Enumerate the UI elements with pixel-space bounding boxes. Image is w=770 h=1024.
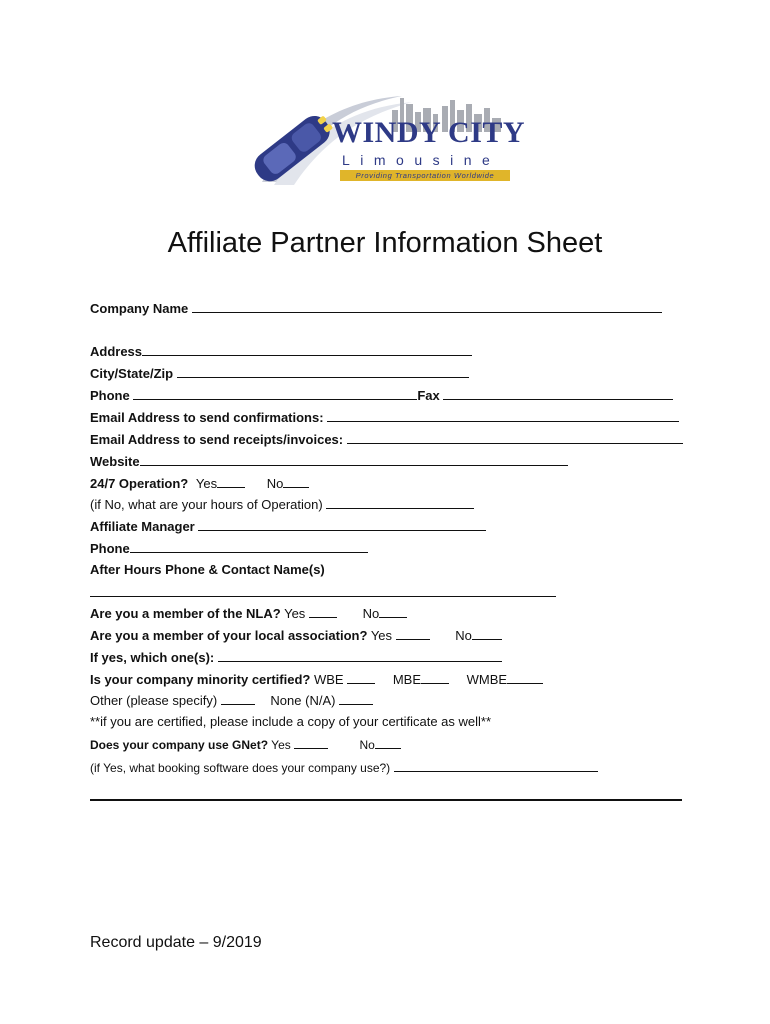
hours-label: (if No, what are your hours of Operation): [90, 497, 323, 512]
operation-label: 24/7 Operation?: [90, 476, 189, 491]
nla-yes-label: Yes: [284, 606, 306, 621]
wbe-field[interactable]: [347, 671, 375, 684]
address-field[interactable]: [142, 343, 472, 356]
company-name-field[interactable]: [192, 300, 662, 313]
email-confirmations-row: [90, 409, 679, 426]
local-assoc-label: Are you a member of your local association?: [90, 628, 368, 643]
nla-yes-field[interactable]: [309, 605, 337, 618]
nla-label: Are you a member of the NLA?: [90, 606, 281, 621]
email-receipts-row: [90, 431, 683, 448]
nla-row: [90, 605, 407, 622]
page-title: Affiliate Partner Information Sheet: [167, 227, 603, 259]
certified-note: [90, 714, 491, 730]
local-assoc-no-label: No: [455, 628, 472, 643]
company-name-row: [90, 300, 662, 317]
operation-no-label: No: [266, 476, 284, 491]
operation-no-field[interactable]: [283, 475, 309, 488]
which-ones-row: [90, 649, 502, 666]
after-hours-row: [90, 562, 325, 578]
email-confirmations-field[interactable]: [327, 409, 679, 422]
website-label: Website: [90, 454, 140, 469]
other-field[interactable]: [221, 692, 255, 705]
email-receipts-field[interactable]: [347, 431, 683, 444]
gnet-row: [90, 736, 401, 753]
local-assoc-no-field[interactable]: [472, 627, 502, 640]
other-label: Other (please specify): [90, 693, 218, 708]
after-hours-field[interactable]: [90, 584, 556, 597]
fax-field[interactable]: [443, 387, 673, 400]
after-hours-label: After Hours Phone & Contact Name(s): [90, 562, 325, 577]
local-assoc-yes-field[interactable]: [396, 627, 430, 640]
city-state-zip-row: [90, 365, 469, 382]
manager-phone-row: [90, 540, 368, 557]
manager-phone-label: Phone: [90, 541, 130, 556]
fax-label: Fax: [417, 388, 440, 403]
company-name-label: Company Name: [90, 301, 189, 316]
local-assoc-row: [90, 627, 502, 644]
wmbe-field[interactable]: [507, 671, 543, 684]
operation-yes-field[interactable]: [217, 475, 245, 488]
email-confirmations-label: Email Address to send confirmations:: [90, 410, 324, 425]
logo-name: WINDY CITY: [332, 116, 526, 149]
local-assoc-yes-label: Yes: [370, 628, 393, 643]
address-label: Address: [90, 344, 143, 359]
logo-subname: Limousine: [342, 152, 501, 168]
which-ones-field[interactable]: [218, 649, 502, 662]
affiliate-manager-row: [90, 518, 486, 535]
hours-row: [90, 496, 474, 513]
operation-yes-label: Yes: [195, 476, 218, 491]
nla-no-field[interactable]: [379, 605, 407, 618]
manager-phone-field[interactable]: [130, 540, 368, 553]
wbe-label: WBE: [313, 672, 344, 687]
phone-fax-row: [90, 387, 673, 404]
other-row: [90, 692, 373, 709]
nla-no-label: No: [362, 606, 380, 621]
booking-software-field[interactable]: [394, 759, 598, 772]
none-label: None (N/A): [270, 693, 336, 708]
minority-label: Is your company minority certified?: [90, 672, 311, 687]
city-state-zip-field[interactable]: [177, 365, 469, 378]
hours-field[interactable]: [326, 496, 474, 509]
booking-software-label: (if Yes, what booking software does your company use?): [90, 761, 391, 775]
section-divider: [90, 799, 682, 801]
booking-software-row: [90, 759, 598, 776]
website-row: [90, 453, 568, 470]
certified-note-text: **if you are certified, please include a copy of your certificate as well**: [90, 714, 492, 729]
gnet-yes-field[interactable]: [294, 736, 328, 749]
minority-row: [90, 671, 543, 688]
logo-tagline: Providing Transportation Worldwide: [340, 170, 510, 181]
gnet-label: Does your company use GNet?: [90, 738, 269, 752]
phone-label: Phone: [90, 388, 130, 403]
none-field[interactable]: [339, 692, 373, 705]
company-logo: [252, 90, 526, 190]
gnet-no-label: No: [359, 738, 375, 752]
website-field[interactable]: [140, 453, 568, 466]
operation-row: [90, 475, 309, 492]
mbe-label: MBE: [392, 672, 421, 687]
gnet-no-field[interactable]: [375, 736, 401, 749]
record-update-footer: Record update – 9/2019: [90, 934, 262, 951]
affiliate-manager-label: Affiliate Manager: [90, 519, 195, 534]
which-ones-label: If yes, which one(s):: [90, 650, 215, 665]
phone-field[interactable]: [133, 387, 417, 400]
email-receipts-label: Email Address to send receipts/invoices:: [90, 432, 344, 447]
wmbe-label: WMBE: [466, 672, 508, 687]
address-row: [90, 343, 472, 360]
gnet-yes-label: Yes: [271, 738, 291, 752]
city-state-zip-label: City/State/Zip: [90, 366, 174, 381]
affiliate-manager-field[interactable]: [198, 518, 486, 531]
mbe-field[interactable]: [421, 671, 449, 684]
after-hours-field-row: [90, 584, 556, 601]
